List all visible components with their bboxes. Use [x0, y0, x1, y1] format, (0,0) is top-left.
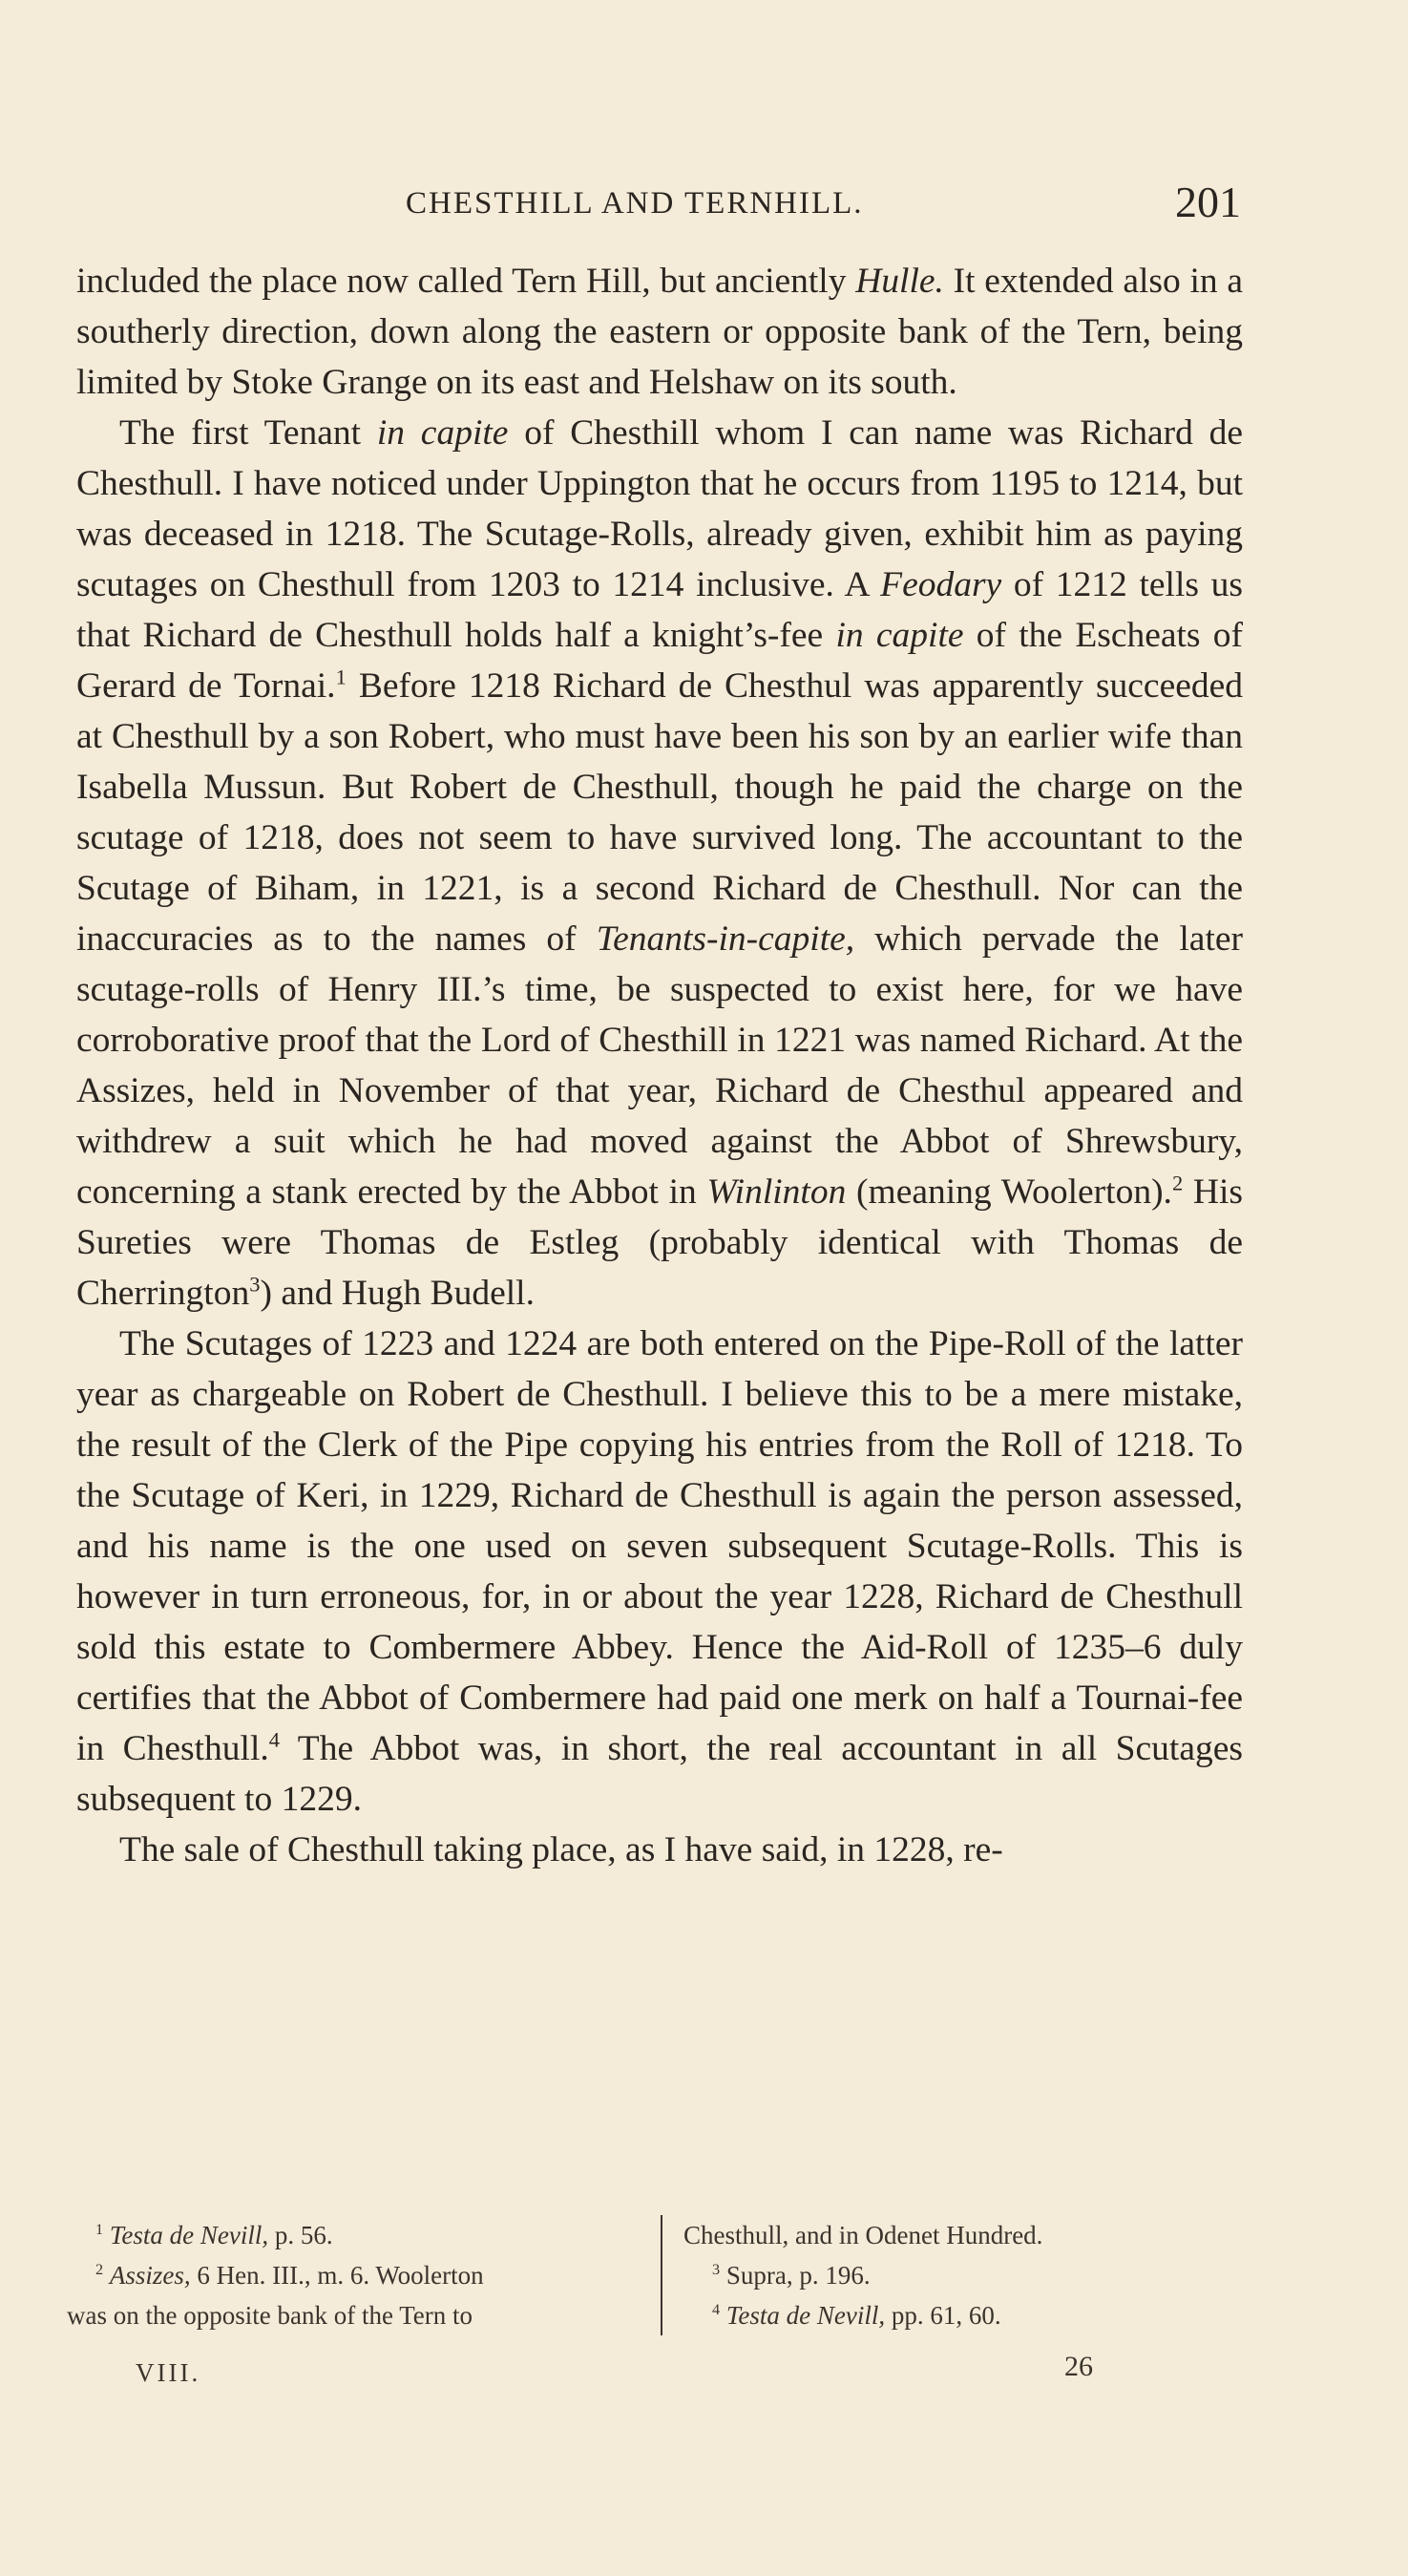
text-run: which pervade the later scutage-rolls of Henry III.’s time, be suspected to exist here, for we have corroborative proof that the Lord of Chesthill in 1221 was named Richard. At the Assizes, held in November of that year, Richard de Chesthul appeared and withdrew a suit which he had moved against the Abbot of Shrewsbury, concerning a stank erected by the Abbot in: [76, 919, 1243, 1212]
paragraph: [76, 1825, 1243, 1875]
text-run: It extended also in a southerly direction, down along the eastern or opposite bank of the Tern, being limited by Stoke Grange on its east and Helshaw on its south.: [76, 262, 1243, 402]
footnote-ref: 3: [249, 1272, 261, 1297]
sheet-number: 26: [1064, 2351, 1093, 2382]
italic-text: in capite: [376, 413, 509, 453]
text-run: His Sureties were Thomas de Estleg (probably identical with Thomas de Cherrington: [76, 1172, 1243, 1313]
footnote-mark: 1: [95, 2221, 104, 2238]
footnote-line: [67, 2215, 640, 2255]
running-head: [76, 177, 1241, 234]
text-run: included the place now called Tern Hill, but anciently: [76, 262, 856, 301]
paragraph: [76, 408, 1243, 1319]
text-run: The Scutages of 1223 and 1224 are both entered on the Pipe-Roll of the latter year as chargeable on Robert de Chesthull. I believe this to be a mere mistake, the result of the Clerk of the Pipe copying his entries from the Roll of 1218. To the Scutage of Keri, in 1229, Richard de Chesthull is again the person assessed, and his name is the one used on seven subsequent Scutage-Rolls. This is however in turn erroneous, for, in or about the year 1228, Richard de Chesthull sold this estate to Combermere Abbey. Hence the Aid-Roll of 1235–6 duly certifies that the Abbot of Combermere had paid one merk on half a Tournai-fee in Chesthull.: [76, 1324, 1243, 1768]
footnotes-right-column: [661, 2215, 1266, 2335]
text-run: Supra, p. 196.: [725, 2261, 871, 2290]
page-number: 201: [1175, 178, 1241, 226]
text-run: Before 1218 Richard de Chesthul was apparently succeeded at Chesthull by a son Robert, who must have been his son by an earlier wife than Isabella Mussun. But Robert de Chesthull, though he paid the charge on the scutage of 1218, does not seem to have survived long. The accountant to the Scutage of Biham, in 1221, is a second Richard de Chesthull. Nor can the inaccuracies as to the names of: [76, 666, 1244, 959]
text-run: of Chesthill whom I can name was Richard de Chesthull. I have noticed under Uppington that he occurs from 1195 to 1214, but was deceased in 1218. The Scutage-Rolls, already given, exhibit him as paying scutages on Chesthull from 1203 to 1214 inclusive. A: [76, 413, 1243, 604]
text-run: pp. 61, 60.: [885, 2301, 1001, 2330]
italic-text: Winlinton: [706, 1172, 847, 1212]
signature-mark: VIII.: [136, 2358, 201, 2387]
footnotes-left-column: [67, 2215, 640, 2335]
text-run: The Abbot was, in short, the real accountant in all Scutages subsequent to 1229.: [76, 1729, 1243, 1819]
text-run: p. 56.: [268, 2221, 333, 2249]
italic-text: Hulle.: [855, 262, 944, 301]
italic-text: Assizes,: [109, 2261, 191, 2290]
text-run: 6 Hen. III., m. 6. Woolerton: [190, 2261, 484, 2290]
footnote-ref: 2: [1171, 1171, 1184, 1195]
body-text: [76, 256, 1243, 1875]
italic-text: Feodary: [880, 565, 1002, 604]
italic-text: Tenants-in-capite,: [596, 919, 855, 959]
footnote-mark: 2: [95, 2261, 104, 2278]
footnote-line: [67, 2255, 640, 2295]
footnote-line: [683, 2215, 1266, 2255]
italic-text: Testa de Nevill,: [109, 2221, 269, 2249]
footnote-ref: 4: [268, 1727, 281, 1752]
footnote-line: [67, 2295, 640, 2335]
footnote-mark: 3: [712, 2261, 721, 2278]
running-title: CHESTHILL AND TERNHILL.: [406, 186, 864, 221]
text-run: The sale of Chesthull taking place, as I have said, in 1228, re-: [119, 1830, 1003, 1869]
footnote-mark: 4: [712, 2301, 721, 2318]
text-run: The first Tenant: [119, 413, 377, 453]
text-run: was on the opposite bank of the Tern to: [67, 2301, 473, 2330]
text-run: of the Escheats of Gerard de Tornai.: [76, 616, 1244, 706]
italic-text: in capite: [835, 616, 964, 655]
text-run: ) and Hugh Budell.: [260, 1274, 535, 1313]
italic-text: Testa de Nevill,: [725, 2301, 886, 2330]
text-run: of 1212 tells us that Richard de Chesthull holds half a knight’s-fee: [76, 565, 1243, 655]
text-run: (meaning Woolerton).: [846, 1172, 1172, 1212]
footnote-line: [683, 2255, 1266, 2295]
paragraph: [76, 256, 1243, 408]
footnote-ref: 1: [335, 665, 347, 689]
text-run: Chesthull, and in Odenet Hundred.: [683, 2221, 1043, 2249]
paragraph: [76, 1319, 1243, 1825]
footnote-line: [683, 2295, 1266, 2335]
